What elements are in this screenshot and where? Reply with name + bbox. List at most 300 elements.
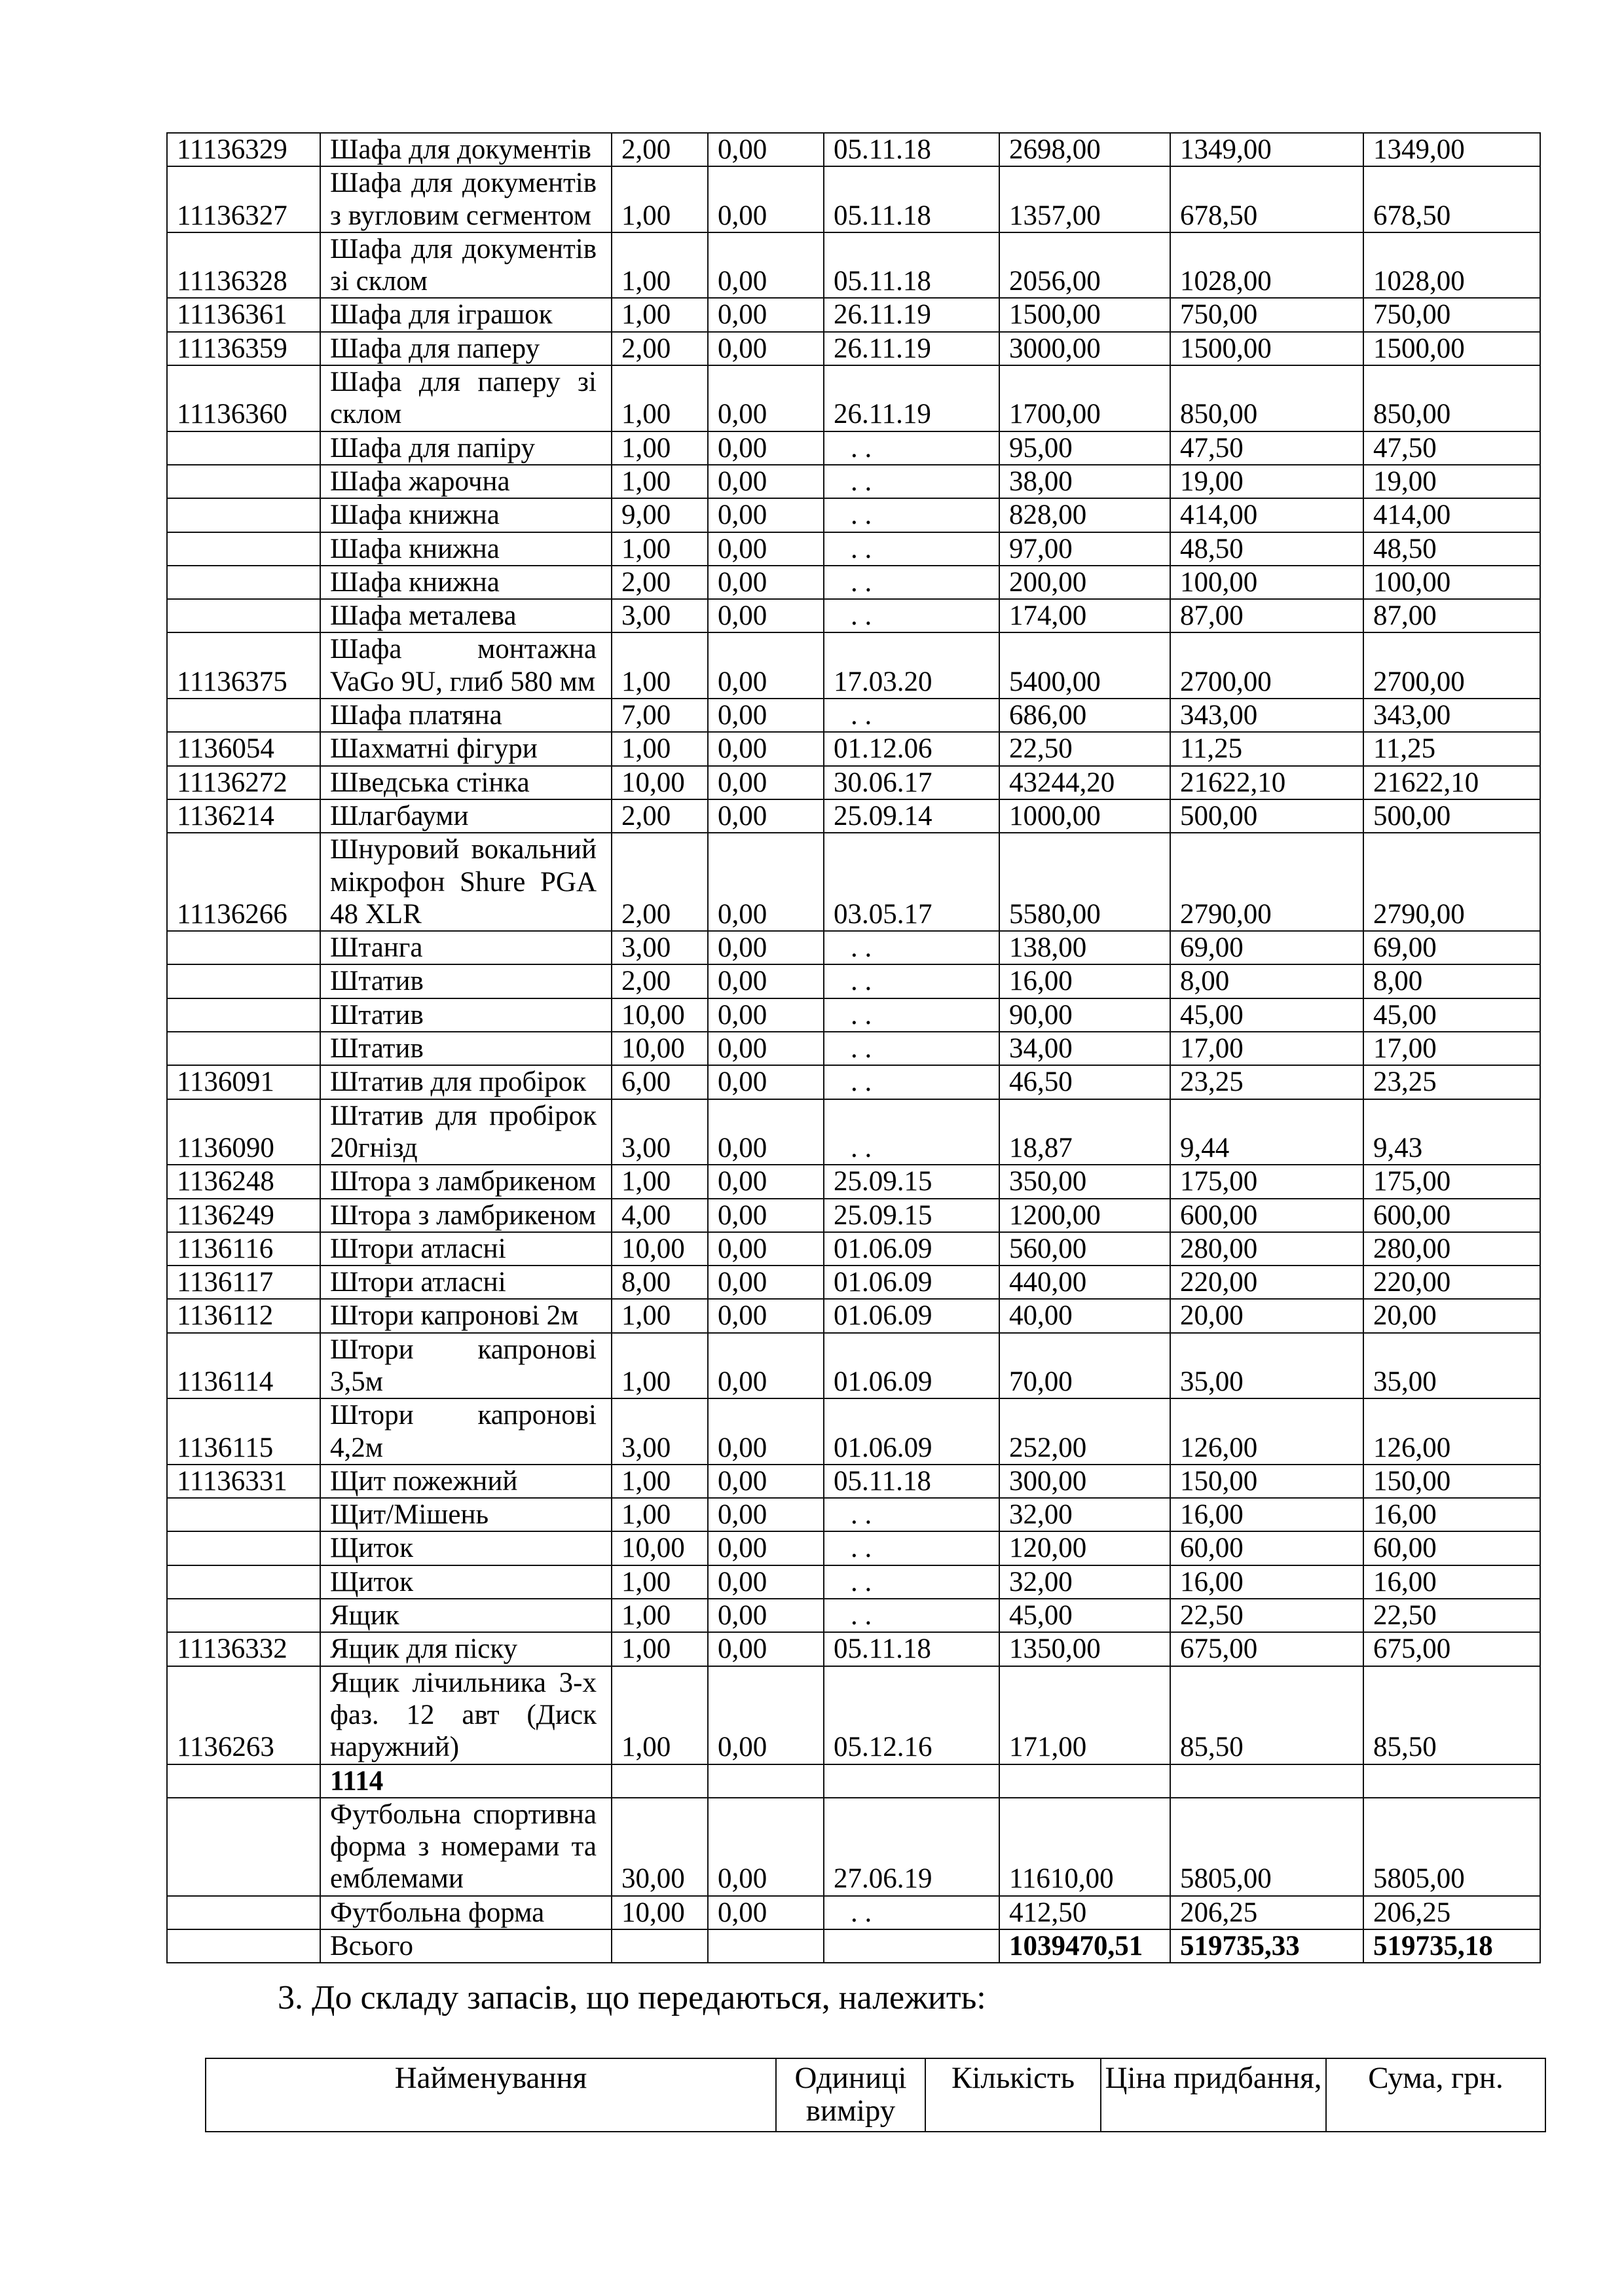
wear-value-cell: 519735,33	[1170, 1929, 1363, 1963]
quantity-cell: 1,00	[612, 1498, 708, 1531]
residual-value-cell: 48,50	[1363, 532, 1540, 566]
depreciation-cell	[708, 1929, 824, 1963]
inventory-number-cell	[167, 498, 320, 532]
quantity-cell: 3,00	[612, 1099, 708, 1165]
quantity-cell: 1,00	[612, 1666, 708, 1764]
table-row	[167, 1232, 1540, 1266]
residual-value-cell: 1500,00	[1363, 332, 1540, 365]
depreciation-cell: 0,00	[708, 931, 824, 964]
initial-value-cell: 174,00	[999, 599, 1170, 632]
acquisition-date-cell: 05.11.18	[824, 1465, 999, 1498]
table-row	[167, 1333, 1540, 1399]
table-row	[167, 1032, 1540, 1065]
inventory-number-cell: 1136249	[167, 1199, 320, 1232]
wear-value-cell: 23,25	[1170, 1065, 1363, 1099]
acquisition-date-cell: 25.09.15	[824, 1199, 999, 1232]
table-row	[167, 465, 1540, 498]
residual-value-cell: 60,00	[1363, 1531, 1540, 1565]
residual-value-cell: 343,00	[1363, 699, 1540, 732]
wear-value-cell: 19,00	[1170, 465, 1363, 498]
acquisition-date-cell: 05.11.18	[824, 232, 999, 299]
quantity-cell: 3,00	[612, 1398, 708, 1465]
initial-value-cell: 1500,00	[999, 298, 1170, 331]
depreciation-cell: 0,00	[708, 1666, 824, 1764]
wear-value-cell: 47,50	[1170, 431, 1363, 465]
quantity-cell: 4,00	[612, 1199, 708, 1232]
wear-value-cell: 175,00	[1170, 1165, 1363, 1198]
residual-value-cell: 2700,00	[1363, 632, 1540, 699]
table-row	[167, 1165, 1540, 1198]
wear-value-cell: 1500,00	[1170, 332, 1363, 365]
depreciation-cell: 0,00	[708, 1565, 824, 1599]
wear-value-cell: 220,00	[1170, 1266, 1363, 1299]
initial-value-cell: 34,00	[999, 1032, 1170, 1065]
quantity-cell: 7,00	[612, 699, 708, 732]
residual-value-cell: 87,00	[1363, 599, 1540, 632]
depreciation-cell: 0,00	[708, 1333, 824, 1399]
item-name-cell: Штори капронові 3,5м	[320, 1333, 612, 1399]
depreciation-cell: 0,00	[708, 1896, 824, 1929]
residual-value-cell: 2790,00	[1363, 833, 1540, 931]
wear-value-cell: 48,50	[1170, 532, 1363, 566]
quantity-cell: 2,00	[612, 133, 708, 166]
table-row	[167, 532, 1540, 566]
initial-value-cell: 95,00	[999, 431, 1170, 465]
wear-value-cell: 21622,10	[1170, 766, 1363, 799]
acquisition-date-cell: 05.11.18	[824, 133, 999, 166]
wear-value-cell: 2790,00	[1170, 833, 1363, 931]
item-name-cell: Шнуровий вокальний мікрофон Shure PGA 48 XLR	[320, 833, 612, 931]
table-row	[167, 732, 1540, 765]
inventory-stock-table	[205, 2058, 1546, 2132]
quantity-cell: 3,00	[612, 931, 708, 964]
table-row	[167, 498, 1540, 532]
acquisition-date-cell: . .	[824, 498, 999, 532]
table-row	[167, 1896, 1540, 1929]
item-name-cell: Штори атласні	[320, 1266, 612, 1299]
inventory-number-cell	[167, 1896, 320, 1929]
acquisition-date-cell: . .	[824, 998, 999, 1032]
depreciation-cell: 0,00	[708, 1299, 824, 1332]
acquisition-date-cell: 26.11.19	[824, 365, 999, 431]
initial-value-cell: 1350,00	[999, 1632, 1170, 1666]
item-name-cell: Шафа монтажна VaGo 9U, глиб 580 мм	[320, 632, 612, 699]
initial-value-cell: 3000,00	[999, 332, 1170, 365]
initial-value-cell: 2698,00	[999, 133, 1170, 166]
quantity-cell: 2,00	[612, 799, 708, 833]
table-row	[167, 1299, 1540, 1332]
acquisition-date-cell: 01.06.09	[824, 1333, 999, 1399]
table-row	[167, 1465, 1540, 1498]
residual-value-cell: 414,00	[1363, 498, 1540, 532]
residual-value-cell: 675,00	[1363, 1632, 1540, 1666]
table-row	[167, 699, 1540, 732]
depreciation-cell: 0,00	[708, 1599, 824, 1632]
quantity-cell: 1,00	[612, 632, 708, 699]
quantity-cell: 1,00	[612, 166, 708, 232]
table-row	[167, 232, 1540, 299]
wear-value-cell: 600,00	[1170, 1199, 1363, 1232]
quantity-cell	[612, 1929, 708, 1963]
quantity-cell: 1,00	[612, 1632, 708, 1666]
wear-value-cell: 8,00	[1170, 964, 1363, 998]
inventory-number-cell: 11136329	[167, 133, 320, 166]
header-sum: Сума, грн.	[1326, 2058, 1545, 2132]
initial-value-cell: 1039470,51	[999, 1929, 1170, 1963]
item-name-cell: Шафа книжна	[320, 566, 612, 599]
residual-value-cell: 20,00	[1363, 1299, 1540, 1332]
inventory-number-cell	[167, 566, 320, 599]
depreciation-cell: 0,00	[708, 1099, 824, 1165]
inventory-number-cell: 11136327	[167, 166, 320, 232]
wear-value-cell: 87,00	[1170, 599, 1363, 632]
acquisition-date-cell: 03.05.17	[824, 833, 999, 931]
quantity-cell: 1,00	[612, 1165, 708, 1198]
acquisition-date-cell	[824, 1764, 999, 1798]
acquisition-date-cell	[824, 1929, 999, 1963]
depreciation-cell: 0,00	[708, 964, 824, 998]
inventory-number-cell	[167, 431, 320, 465]
acquisition-date-cell: 27.06.19	[824, 1798, 999, 1896]
depreciation-cell: 0,00	[708, 833, 824, 931]
initial-value-cell: 1200,00	[999, 1199, 1170, 1232]
residual-value-cell: 519735,18	[1363, 1929, 1540, 1963]
initial-value-cell: 350,00	[999, 1165, 1170, 1198]
quantity-cell: 2,00	[612, 964, 708, 998]
acquisition-date-cell: 26.11.19	[824, 332, 999, 365]
acquisition-date-cell: 26.11.19	[824, 298, 999, 331]
table-row	[167, 1099, 1540, 1165]
depreciation-cell: 0,00	[708, 133, 824, 166]
wear-value-cell: 60,00	[1170, 1531, 1363, 1565]
item-name-cell: Штатив для пробірок	[320, 1065, 612, 1099]
table-row	[167, 1764, 1540, 1798]
item-name-cell: Ящик	[320, 1599, 612, 1632]
acquisition-date-cell: . .	[824, 566, 999, 599]
inventory-number-cell: 1136091	[167, 1065, 320, 1099]
item-name-cell: Ящик для піску	[320, 1632, 612, 1666]
initial-value-cell: 32,00	[999, 1565, 1170, 1599]
quantity-cell: 1,00	[612, 232, 708, 299]
item-name-cell: Шафа для іграшок	[320, 298, 612, 331]
table-row	[167, 766, 1540, 799]
residual-value-cell: 100,00	[1363, 566, 1540, 599]
inventory-number-cell: 1136114	[167, 1333, 320, 1399]
wear-value-cell: 414,00	[1170, 498, 1363, 532]
table-row	[167, 1531, 1540, 1565]
inventory-number-cell: 11136331	[167, 1465, 320, 1498]
quantity-cell: 3,00	[612, 599, 708, 632]
initial-value-cell: 2056,00	[999, 232, 1170, 299]
fixed-assets-table	[166, 132, 1541, 1963]
wear-value-cell: 100,00	[1170, 566, 1363, 599]
item-name-cell: Футбольна форма	[320, 1896, 612, 1929]
inventory-number-cell	[167, 998, 320, 1032]
acquisition-date-cell: 01.06.09	[824, 1299, 999, 1332]
acquisition-date-cell: . .	[824, 964, 999, 998]
table-row	[167, 1398, 1540, 1465]
header-price: Ціна придбання,	[1101, 2058, 1326, 2132]
inventory-number-cell: 11136272	[167, 766, 320, 799]
item-name-cell: Шлагбауми	[320, 799, 612, 833]
table-row	[167, 431, 1540, 465]
acquisition-date-cell: 05.12.16	[824, 1666, 999, 1764]
initial-value-cell: 120,00	[999, 1531, 1170, 1565]
inventory-number-cell	[167, 1032, 320, 1065]
item-name-cell: Шведська стінка	[320, 766, 612, 799]
item-name-cell: Шафа для документів	[320, 133, 612, 166]
quantity-cell: 1,00	[612, 431, 708, 465]
table-row	[167, 1666, 1540, 1764]
initial-value-cell: 1000,00	[999, 799, 1170, 833]
inventory-number-cell	[167, 465, 320, 498]
acquisition-date-cell: . .	[824, 1498, 999, 1531]
total-row	[167, 1929, 1540, 1963]
wear-value-cell: 1349,00	[1170, 133, 1363, 166]
wear-value-cell: 343,00	[1170, 699, 1363, 732]
initial-value-cell: 560,00	[999, 1232, 1170, 1266]
inventory-number-cell: 11136360	[167, 365, 320, 431]
item-name-cell: Щиток	[320, 1531, 612, 1565]
quantity-cell: 1,00	[612, 1333, 708, 1399]
wear-value-cell: 22,50	[1170, 1599, 1363, 1632]
wear-value-cell: 5805,00	[1170, 1798, 1363, 1896]
quantity-cell: 2,00	[612, 332, 708, 365]
section-3-heading: 3. До складу запасів, що передаються, належить:	[278, 1979, 986, 2016]
initial-value-cell: 5400,00	[999, 632, 1170, 699]
residual-value-cell: 750,00	[1363, 298, 1540, 331]
wear-value-cell: 2700,00	[1170, 632, 1363, 699]
table-row	[167, 1199, 1540, 1232]
depreciation-cell: 0,00	[708, 998, 824, 1032]
wear-value-cell: 206,25	[1170, 1896, 1363, 1929]
acquisition-date-cell: . .	[824, 1531, 999, 1565]
acquisition-date-cell: . .	[824, 931, 999, 964]
inventory-number-cell	[167, 1798, 320, 1896]
acquisition-date-cell: . .	[824, 465, 999, 498]
wear-value-cell: 750,00	[1170, 298, 1363, 331]
depreciation-cell	[708, 1764, 824, 1798]
quantity-cell: 10,00	[612, 1232, 708, 1266]
table-row	[167, 1565, 1540, 1599]
table-row	[167, 133, 1540, 166]
initial-value-cell: 828,00	[999, 498, 1170, 532]
wear-value-cell: 500,00	[1170, 799, 1363, 833]
residual-value-cell: 11,25	[1363, 732, 1540, 765]
acquisition-date-cell: 01.06.09	[824, 1266, 999, 1299]
wear-value-cell: 16,00	[1170, 1565, 1363, 1599]
residual-value-cell: 22,50	[1363, 1599, 1540, 1632]
item-name-cell: Шафа книжна	[320, 498, 612, 532]
residual-value-cell: 35,00	[1363, 1333, 1540, 1399]
residual-value-cell: 5805,00	[1363, 1798, 1540, 1896]
item-name-cell: Шафа жарочна	[320, 465, 612, 498]
quantity-cell: 1,00	[612, 465, 708, 498]
residual-value-cell: 21622,10	[1363, 766, 1540, 799]
table-row	[167, 1266, 1540, 1299]
inventory-number-cell: 11136328	[167, 232, 320, 299]
depreciation-cell: 0,00	[708, 1065, 824, 1099]
quantity-cell: 1,00	[612, 732, 708, 765]
header-name: Найменування	[206, 2058, 776, 2132]
wear-value-cell: 35,00	[1170, 1333, 1363, 1399]
initial-value-cell: 22,50	[999, 732, 1170, 765]
wear-value-cell: 85,50	[1170, 1666, 1363, 1764]
table-header-row	[206, 2058, 1545, 2132]
acquisition-date-cell: . .	[824, 1599, 999, 1632]
item-name-cell: Шафа для папіру	[320, 431, 612, 465]
header-unit: Одиниці виміру	[776, 2058, 925, 2132]
inventory-number-cell	[167, 599, 320, 632]
initial-value-cell: 40,00	[999, 1299, 1170, 1332]
acquisition-date-cell: 01.06.09	[824, 1398, 999, 1465]
depreciation-cell: 0,00	[708, 566, 824, 599]
quantity-cell: 2,00	[612, 833, 708, 931]
wear-value-cell: 150,00	[1170, 1465, 1363, 1498]
item-name-cell: Шафа для документів зі склом	[320, 232, 612, 299]
initial-value-cell: 97,00	[999, 532, 1170, 566]
wear-value-cell: 45,00	[1170, 998, 1363, 1032]
wear-value-cell: 11,25	[1170, 732, 1363, 765]
acquisition-date-cell: 01.06.09	[824, 1232, 999, 1266]
residual-value-cell: 500,00	[1363, 799, 1540, 833]
item-name-cell: Щиток	[320, 1565, 612, 1599]
inventory-number-cell	[167, 1531, 320, 1565]
table-row	[167, 833, 1540, 931]
depreciation-cell: 0,00	[708, 1798, 824, 1896]
depreciation-cell: 0,00	[708, 1266, 824, 1299]
item-name-cell: Штори капронові 2м	[320, 1299, 612, 1332]
residual-value-cell: 1349,00	[1363, 133, 1540, 166]
residual-value-cell: 47,50	[1363, 431, 1540, 465]
depreciation-cell: 0,00	[708, 1398, 824, 1465]
item-name-cell: Шафа книжна	[320, 532, 612, 566]
item-name-cell: Шахматні фігури	[320, 732, 612, 765]
inventory-number-cell: 1136116	[167, 1232, 320, 1266]
acquisition-date-cell: 05.11.18	[824, 166, 999, 232]
acquisition-date-cell: . .	[824, 431, 999, 465]
inventory-number-cell: 11136359	[167, 332, 320, 365]
acquisition-date-cell: . .	[824, 1032, 999, 1065]
inventory-number-cell: 1136214	[167, 799, 320, 833]
depreciation-cell: 0,00	[708, 532, 824, 566]
residual-value-cell: 69,00	[1363, 931, 1540, 964]
depreciation-cell: 0,00	[708, 1199, 824, 1232]
initial-value-cell: 252,00	[999, 1398, 1170, 1465]
depreciation-cell: 0,00	[708, 431, 824, 465]
acquisition-date-cell: . .	[824, 532, 999, 566]
depreciation-cell: 0,00	[708, 298, 824, 331]
item-name-cell: Штанга	[320, 931, 612, 964]
initial-value-cell: 171,00	[999, 1666, 1170, 1764]
header-quantity: Кількість	[925, 2058, 1101, 2132]
initial-value-cell: 1700,00	[999, 365, 1170, 431]
acquisition-date-cell: . .	[824, 1896, 999, 1929]
table-row	[167, 599, 1540, 632]
residual-value-cell: 1028,00	[1363, 232, 1540, 299]
table-row	[167, 1632, 1540, 1666]
acquisition-date-cell: . .	[824, 1065, 999, 1099]
acquisition-date-cell: . .	[824, 1099, 999, 1165]
table-row	[167, 964, 1540, 998]
residual-value-cell: 45,00	[1363, 998, 1540, 1032]
wear-value-cell: 850,00	[1170, 365, 1363, 431]
initial-value-cell: 11610,00	[999, 1798, 1170, 1896]
item-name-cell: Всього	[320, 1929, 612, 1963]
initial-value-cell: 440,00	[999, 1266, 1170, 1299]
quantity-cell: 8,00	[612, 1266, 708, 1299]
item-name-cell: Штора з ламбрикеном	[320, 1199, 612, 1232]
residual-value-cell: 17,00	[1363, 1032, 1540, 1065]
wear-value-cell: 280,00	[1170, 1232, 1363, 1266]
item-name-cell: Штори капронові 4,2м	[320, 1398, 612, 1465]
residual-value-cell: 85,50	[1363, 1666, 1540, 1764]
wear-value-cell: 16,00	[1170, 1498, 1363, 1531]
quantity-cell: 1,00	[612, 1599, 708, 1632]
residual-value-cell: 19,00	[1363, 465, 1540, 498]
initial-value-cell: 200,00	[999, 566, 1170, 599]
quantity-cell: 10,00	[612, 1896, 708, 1929]
quantity-cell: 30,00	[612, 1798, 708, 1896]
quantity-cell: 10,00	[612, 1032, 708, 1065]
inventory-number-cell	[167, 1929, 320, 1963]
wear-value-cell: 9,44	[1170, 1099, 1363, 1165]
residual-value-cell: 600,00	[1363, 1199, 1540, 1232]
wear-value-cell: 678,50	[1170, 166, 1363, 232]
initial-value-cell: 70,00	[999, 1333, 1170, 1399]
residual-value-cell: 126,00	[1363, 1398, 1540, 1465]
depreciation-cell: 0,00	[708, 1498, 824, 1531]
residual-value-cell	[1363, 1764, 1540, 1798]
item-name-cell: Штатив	[320, 998, 612, 1032]
initial-value-cell: 300,00	[999, 1465, 1170, 1498]
acquisition-date-cell: 25.09.14	[824, 799, 999, 833]
acquisition-date-cell: 17.03.20	[824, 632, 999, 699]
inventory-number-cell: 1136090	[167, 1099, 320, 1165]
quantity-cell: 10,00	[612, 766, 708, 799]
depreciation-cell: 0,00	[708, 1032, 824, 1065]
item-name-cell: Шафа металева	[320, 599, 612, 632]
depreciation-cell: 0,00	[708, 1632, 824, 1666]
residual-value-cell: 8,00	[1363, 964, 1540, 998]
depreciation-cell: 0,00	[708, 232, 824, 299]
quantity-cell: 6,00	[612, 1065, 708, 1099]
wear-value-cell: 126,00	[1170, 1398, 1363, 1465]
acquisition-date-cell: 01.12.06	[824, 732, 999, 765]
item-name-cell: Шафа для паперу зі склом	[320, 365, 612, 431]
table-row	[167, 566, 1540, 599]
initial-value-cell: 412,50	[999, 1896, 1170, 1929]
inventory-number-cell	[167, 532, 320, 566]
acquisition-date-cell: . .	[824, 1565, 999, 1599]
acquisition-date-cell: 25.09.15	[824, 1165, 999, 1198]
wear-value-cell: 17,00	[1170, 1032, 1363, 1065]
quantity-cell: 10,00	[612, 998, 708, 1032]
initial-value-cell: 1357,00	[999, 166, 1170, 232]
acquisition-date-cell: . .	[824, 699, 999, 732]
table-row	[167, 298, 1540, 331]
inventory-number-cell: 11136361	[167, 298, 320, 331]
quantity-cell: 1,00	[612, 1299, 708, 1332]
initial-value-cell: 45,00	[999, 1599, 1170, 1632]
acquisition-date-cell: . .	[824, 599, 999, 632]
inventory-number-cell: 1136115	[167, 1398, 320, 1465]
item-name-cell: Шафа для паперу	[320, 332, 612, 365]
table-row	[167, 166, 1540, 232]
depreciation-cell: 0,00	[708, 599, 824, 632]
depreciation-cell: 0,00	[708, 166, 824, 232]
depreciation-cell: 0,00	[708, 498, 824, 532]
